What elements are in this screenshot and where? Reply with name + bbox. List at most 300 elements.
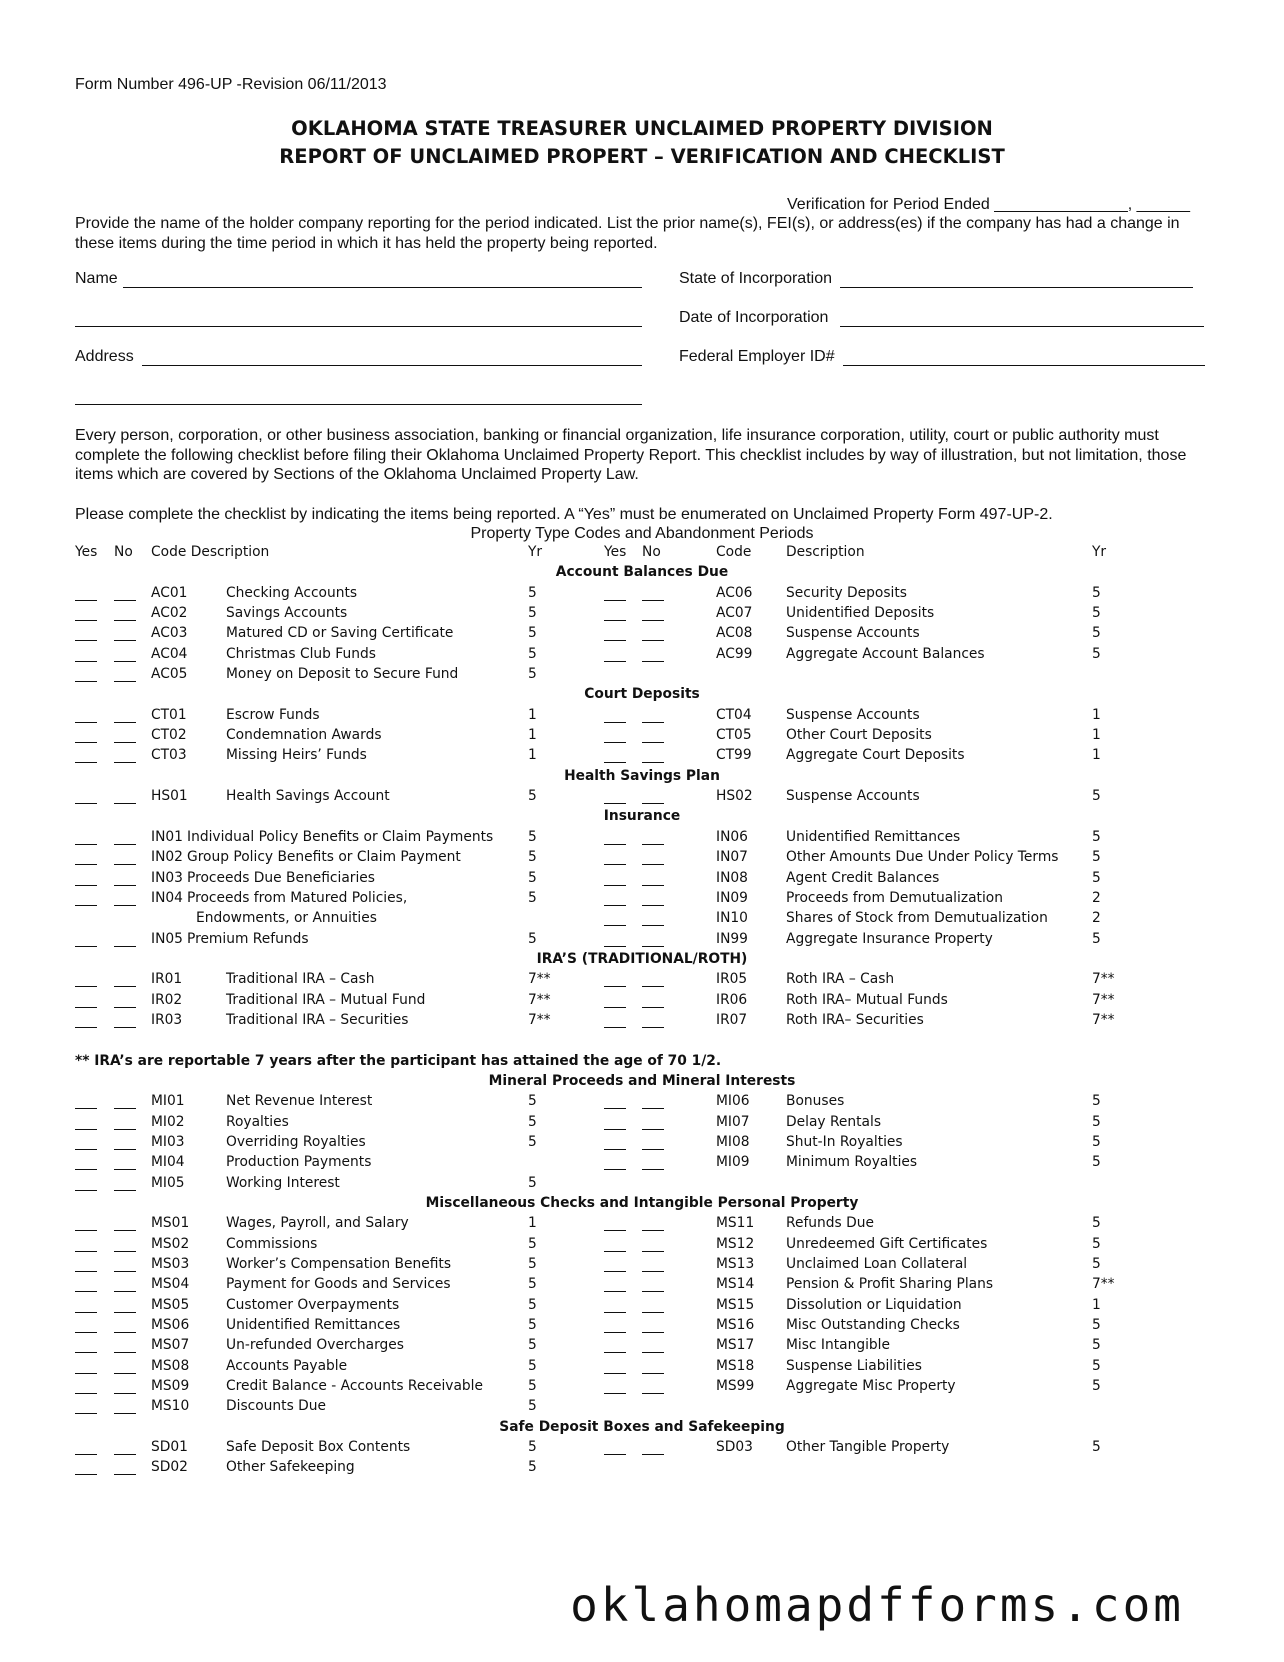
no-blank[interactable] bbox=[114, 864, 136, 865]
yes-blank[interactable] bbox=[75, 1474, 97, 1475]
yes-blank[interactable] bbox=[604, 1271, 626, 1272]
abandonment-years: 5 bbox=[528, 625, 537, 642]
column-yes: Yes bbox=[75, 544, 98, 560]
checklist-row bbox=[0, 1377, 1284, 1397]
property-description: Roth IRA – Cash bbox=[786, 971, 895, 988]
abandonment-years: 1 bbox=[1092, 747, 1101, 764]
yes-blank[interactable] bbox=[75, 681, 97, 682]
abandonment-years: 5 bbox=[528, 1133, 537, 1150]
property-description: Checking Accounts bbox=[226, 584, 358, 601]
property-code: MS03 bbox=[151, 1256, 190, 1273]
no-blank[interactable] bbox=[642, 1169, 664, 1170]
no-blank[interactable] bbox=[114, 1271, 136, 1272]
property-description: Worker’s Compensation Benefits bbox=[226, 1256, 452, 1273]
abandonment-years: 5 bbox=[1092, 1317, 1101, 1334]
no-blank[interactable] bbox=[642, 1007, 664, 1008]
yes-blank[interactable] bbox=[604, 661, 626, 662]
no-blank[interactable] bbox=[642, 1373, 664, 1374]
yes-blank[interactable] bbox=[604, 1230, 626, 1231]
abandonment-years: 5 bbox=[528, 1378, 537, 1395]
yes-blank[interactable] bbox=[604, 1312, 626, 1313]
abandonment-years: 1 bbox=[528, 706, 537, 723]
no-blank[interactable] bbox=[642, 600, 664, 601]
state-incorporation-field[interactable] bbox=[840, 287, 1193, 288]
no-blank[interactable] bbox=[114, 762, 136, 763]
yes-blank[interactable] bbox=[75, 946, 97, 947]
property-code: AC99 bbox=[716, 645, 753, 662]
property-description: Unidentified Deposits bbox=[786, 605, 935, 622]
no-blank[interactable] bbox=[642, 1312, 664, 1313]
address-label: Address bbox=[75, 348, 134, 365]
section-heading-row bbox=[0, 807, 1284, 827]
yes-blank[interactable] bbox=[75, 620, 97, 621]
no-blank[interactable] bbox=[642, 803, 664, 804]
date-incorporation-label: Date of Incorporation bbox=[679, 309, 829, 326]
no-blank[interactable] bbox=[114, 803, 136, 804]
property-description: Customer Overpayments bbox=[226, 1296, 400, 1313]
yes-blank[interactable] bbox=[604, 722, 626, 723]
property-code: MS01 bbox=[151, 1215, 190, 1232]
yes-blank[interactable] bbox=[604, 1027, 626, 1028]
checklist-row bbox=[0, 1458, 1284, 1478]
abandonment-years: 5 bbox=[528, 1235, 537, 1252]
checklist-row bbox=[0, 970, 1284, 990]
property-description: Bonuses bbox=[786, 1093, 845, 1110]
property-code: AC02 bbox=[151, 605, 188, 622]
no-blank[interactable] bbox=[642, 946, 664, 947]
no-blank[interactable] bbox=[114, 1027, 136, 1028]
property-code: MS05 bbox=[151, 1296, 190, 1313]
watermark: oklahomapdfforms.com bbox=[570, 1578, 1184, 1632]
property-description: Aggregate Account Balances bbox=[786, 645, 985, 662]
no-blank[interactable] bbox=[114, 681, 136, 682]
yes-blank[interactable] bbox=[75, 803, 97, 804]
name-field[interactable] bbox=[123, 287, 642, 288]
checklist-row bbox=[0, 1438, 1284, 1458]
abandonment-years: 5 bbox=[528, 869, 537, 886]
fein-label: Federal Employer ID# bbox=[679, 348, 835, 365]
property-code: MS10 bbox=[151, 1398, 190, 1415]
no-blank[interactable] bbox=[114, 1190, 136, 1191]
yes-blank[interactable] bbox=[604, 803, 626, 804]
checklist-row bbox=[0, 1316, 1284, 1336]
property-code: HS01 bbox=[151, 788, 188, 805]
yes-blank[interactable] bbox=[75, 722, 97, 723]
yes-blank[interactable] bbox=[75, 1129, 97, 1130]
abandonment-years: 5 bbox=[528, 1317, 537, 1334]
abandonment-years: 5 bbox=[1092, 1154, 1101, 1171]
property-code: MI05 bbox=[151, 1174, 185, 1191]
no-blank[interactable] bbox=[114, 1393, 136, 1394]
spacer-row bbox=[0, 1031, 1284, 1051]
no-blank[interactable] bbox=[642, 1271, 664, 1272]
no-blank[interactable] bbox=[114, 1007, 136, 1008]
yes-blank[interactable] bbox=[604, 600, 626, 601]
abandonment-years: 7** bbox=[528, 991, 551, 1008]
checklist-row bbox=[0, 848, 1284, 868]
yes-blank[interactable] bbox=[604, 762, 626, 763]
property-code: MI03 bbox=[151, 1133, 185, 1150]
property-code: IN02 bbox=[151, 849, 183, 866]
no-blank[interactable] bbox=[114, 1169, 136, 1170]
property-description: Unclaimed Loan Collateral bbox=[786, 1256, 968, 1273]
no-blank[interactable] bbox=[642, 762, 664, 763]
abandonment-years: 5 bbox=[1092, 1378, 1101, 1395]
yes-blank[interactable] bbox=[604, 1108, 626, 1109]
property-description: Traditional IRA – Securities bbox=[226, 1011, 409, 1028]
checklist-row bbox=[0, 1336, 1284, 1356]
yes-blank[interactable] bbox=[75, 1454, 97, 1455]
property-code: MS11 bbox=[716, 1215, 755, 1232]
section-heading: Account Balances Due bbox=[555, 564, 729, 581]
no-blank[interactable] bbox=[114, 885, 136, 886]
property-description: Working Interest bbox=[226, 1174, 340, 1191]
property-description: Matured CD or Saving Certificate bbox=[226, 625, 454, 642]
no-blank[interactable] bbox=[642, 1332, 664, 1333]
property-code: MI08 bbox=[716, 1133, 750, 1150]
form-title-line2: REPORT OF UNCLAIMED PROPERT – VERIFICATION AND CHECKLIST bbox=[279, 145, 1005, 168]
yes-blank[interactable] bbox=[75, 905, 97, 906]
abandonment-years: 5 bbox=[528, 1357, 537, 1374]
abandonment-years: 1 bbox=[528, 727, 537, 744]
property-description: Suspense Accounts bbox=[786, 706, 920, 723]
abandonment-years: 5 bbox=[528, 849, 537, 866]
yes-blank[interactable] bbox=[604, 1373, 626, 1374]
abandonment-years: 7** bbox=[1092, 1276, 1115, 1293]
abandonment-years: 5 bbox=[1092, 1337, 1101, 1354]
abandonment-years: 5 bbox=[528, 889, 537, 906]
yes-blank[interactable] bbox=[604, 1251, 626, 1252]
property-description: Condemnation Awards bbox=[226, 727, 382, 744]
property-checklist bbox=[0, 543, 1284, 1479]
section-heading-row bbox=[0, 767, 1284, 787]
no-blank[interactable] bbox=[114, 640, 136, 641]
yes-blank[interactable] bbox=[75, 1190, 97, 1191]
form-title-line1: OKLAHOMA STATE TREASURER UNCLAIMED PROPERTY DIVISION bbox=[291, 117, 993, 140]
no-blank[interactable] bbox=[114, 986, 136, 987]
no-blank[interactable] bbox=[642, 864, 664, 865]
no-blank[interactable] bbox=[114, 946, 136, 947]
yes-blank[interactable] bbox=[604, 905, 626, 906]
yes-blank[interactable] bbox=[604, 640, 626, 641]
no-blank[interactable] bbox=[114, 1474, 136, 1475]
property-description: Net Revenue Interest bbox=[226, 1093, 373, 1110]
yes-blank[interactable] bbox=[604, 620, 626, 621]
yes-blank[interactable] bbox=[75, 1169, 97, 1170]
property-description: Refunds Due bbox=[786, 1215, 874, 1232]
property-description: Premium Refunds bbox=[187, 930, 309, 947]
no-blank[interactable] bbox=[114, 1108, 136, 1109]
property-description: Roth IRA– Securities bbox=[786, 1011, 924, 1028]
property-code: CT05 bbox=[716, 727, 752, 744]
property-description: Accounts Payable bbox=[226, 1357, 348, 1374]
yes-blank[interactable] bbox=[75, 864, 97, 865]
yes-blank[interactable] bbox=[75, 885, 97, 886]
yes-blank[interactable] bbox=[75, 661, 97, 662]
property-description: Suspense Liabilities bbox=[786, 1357, 922, 1374]
checklist-row bbox=[0, 665, 1284, 685]
no-blank[interactable] bbox=[642, 925, 664, 926]
yes-blank[interactable] bbox=[75, 1027, 97, 1028]
property-description: Minimum Royalties bbox=[786, 1154, 918, 1171]
column-yr-right: Yr bbox=[1092, 544, 1107, 560]
abandonment-years: 5 bbox=[1092, 828, 1101, 845]
no-blank[interactable] bbox=[114, 1332, 136, 1333]
checklist-row bbox=[0, 726, 1284, 746]
property-description: Unidentified Remittances bbox=[226, 1317, 401, 1334]
property-code: IR05 bbox=[716, 971, 748, 988]
no-blank[interactable] bbox=[114, 1373, 136, 1374]
property-type-heading: Property Type Codes and Abandonment Periods bbox=[470, 525, 814, 542]
no-blank[interactable] bbox=[642, 1352, 664, 1353]
no-blank[interactable] bbox=[642, 905, 664, 906]
yes-blank[interactable] bbox=[604, 1007, 626, 1008]
abandonment-years: 1 bbox=[528, 1215, 537, 1232]
checklist-row bbox=[0, 1214, 1284, 1234]
property-code: MS14 bbox=[716, 1276, 755, 1293]
yes-blank[interactable] bbox=[75, 1393, 97, 1394]
yes-blank[interactable] bbox=[604, 1352, 626, 1353]
checklist-row bbox=[0, 909, 1284, 929]
property-code: AC07 bbox=[716, 605, 753, 622]
checklist-row bbox=[0, 1011, 1284, 1031]
yes-blank[interactable] bbox=[75, 1332, 97, 1333]
no-blank[interactable] bbox=[114, 1230, 136, 1231]
no-blank[interactable] bbox=[642, 1230, 664, 1231]
yes-blank[interactable] bbox=[604, 1332, 626, 1333]
property-code: IR07 bbox=[716, 1011, 748, 1028]
property-description: Other Amounts Due Under Policy Terms bbox=[786, 849, 1059, 866]
no-blank[interactable] bbox=[114, 1149, 136, 1150]
yes-blank[interactable] bbox=[604, 1129, 626, 1130]
property-description: Missing Heirs’ Funds bbox=[226, 747, 367, 764]
section-heading-row bbox=[0, 685, 1284, 705]
name-field-line2[interactable] bbox=[75, 326, 642, 327]
checklist-row bbox=[0, 828, 1284, 848]
yes-blank[interactable] bbox=[75, 1007, 97, 1008]
address-field[interactable] bbox=[142, 365, 642, 366]
yes-blank[interactable] bbox=[75, 1291, 97, 1292]
yes-blank[interactable] bbox=[75, 1352, 97, 1353]
no-blank[interactable] bbox=[114, 1312, 136, 1313]
yes-blank[interactable] bbox=[75, 742, 97, 743]
no-blank[interactable] bbox=[114, 620, 136, 621]
abandonment-years: 5 bbox=[1092, 584, 1101, 601]
no-blank[interactable] bbox=[642, 1027, 664, 1028]
yes-blank[interactable] bbox=[75, 986, 97, 987]
abandonment-years: 5 bbox=[1092, 1093, 1101, 1110]
abandonment-years: 7** bbox=[1092, 1011, 1115, 1028]
property-code: MS15 bbox=[716, 1296, 755, 1313]
ira-footnote: ** IRA’s are reportable 7 years after the participant has attained the age of 70 1/2. bbox=[75, 1052, 722, 1069]
yes-blank[interactable] bbox=[604, 1169, 626, 1170]
yes-blank[interactable] bbox=[75, 1373, 97, 1374]
yes-blank[interactable] bbox=[604, 844, 626, 845]
abandonment-years: 7** bbox=[1092, 991, 1115, 1008]
no-blank[interactable] bbox=[642, 844, 664, 845]
statement-paragraph: Every person, corporation, or other business association, banking or financial organization, life insurance corporation, utility, court or public authority must complete the following checklist before filing their Oklahoma Unclaimed Property Report. This checklist includes by way of illustration, but not limitation, those items which are covered by Sections of the Oklahoma Unclaimed Property Law. bbox=[75, 427, 1187, 483]
property-code: IR06 bbox=[716, 991, 748, 1008]
property-code: CT02 bbox=[151, 727, 187, 744]
property-description: Suspense Accounts bbox=[786, 625, 920, 642]
no-blank[interactable] bbox=[114, 905, 136, 906]
property-code: CT04 bbox=[716, 706, 752, 723]
property-description: Unredeemed Gift Certificates bbox=[786, 1235, 988, 1252]
no-blank[interactable] bbox=[114, 1291, 136, 1292]
no-blank[interactable] bbox=[114, 722, 136, 723]
no-blank[interactable] bbox=[642, 986, 664, 987]
property-code: MS18 bbox=[716, 1357, 755, 1374]
no-blank[interactable] bbox=[114, 1454, 136, 1455]
yes-blank[interactable] bbox=[604, 1291, 626, 1292]
name-label: Name bbox=[75, 270, 118, 287]
column-code-right: Code bbox=[716, 544, 752, 560]
no-blank[interactable] bbox=[642, 722, 664, 723]
yes-blank[interactable] bbox=[75, 762, 97, 763]
yes-blank[interactable] bbox=[604, 925, 626, 926]
checklist-row bbox=[0, 624, 1284, 644]
property-description: Dissolution or Liquidation bbox=[786, 1296, 962, 1313]
property-code: SD01 bbox=[151, 1439, 188, 1456]
no-blank[interactable] bbox=[642, 1129, 664, 1130]
property-code: SD02 bbox=[151, 1459, 188, 1476]
property-description: Agent Credit Balances bbox=[786, 869, 940, 886]
no-blank[interactable] bbox=[114, 742, 136, 743]
no-blank[interactable] bbox=[642, 742, 664, 743]
yes-blank[interactable] bbox=[604, 742, 626, 743]
property-code: CT99 bbox=[716, 747, 752, 764]
no-blank[interactable] bbox=[642, 1291, 664, 1292]
abandonment-years: 7** bbox=[1092, 971, 1115, 988]
no-blank[interactable] bbox=[114, 661, 136, 662]
property-description: Other Court Deposits bbox=[786, 727, 932, 744]
yes-blank[interactable] bbox=[75, 1413, 97, 1414]
yes-blank[interactable] bbox=[75, 1149, 97, 1150]
yes-blank[interactable] bbox=[75, 640, 97, 641]
property-description: Other Safekeeping bbox=[226, 1459, 355, 1476]
abandonment-years: 5 bbox=[528, 828, 537, 845]
no-blank[interactable] bbox=[642, 1251, 664, 1252]
yes-blank[interactable] bbox=[75, 600, 97, 601]
property-description: Credit Balance - Accounts Receivable bbox=[226, 1378, 483, 1395]
footnote-row bbox=[0, 1052, 1284, 1072]
property-description: Proceeds Due Beneficiaries bbox=[187, 869, 375, 886]
yes-blank[interactable] bbox=[604, 1393, 626, 1394]
yes-blank[interactable] bbox=[75, 1312, 97, 1313]
yes-blank[interactable] bbox=[75, 1251, 97, 1252]
column-no-right: No bbox=[642, 544, 661, 560]
checklist-row bbox=[0, 584, 1284, 604]
property-description: Proceeds from Matured Policies, bbox=[187, 889, 408, 906]
property-description: Commissions bbox=[226, 1235, 318, 1252]
property-code: MS04 bbox=[151, 1276, 190, 1293]
section-heading-row bbox=[0, 950, 1284, 970]
yes-blank[interactable] bbox=[604, 946, 626, 947]
column-code-description: Code Description bbox=[151, 544, 270, 560]
property-code: IN03 bbox=[151, 869, 183, 886]
yes-blank[interactable] bbox=[75, 844, 97, 845]
checklist-row bbox=[0, 604, 1284, 624]
abandonment-years: 5 bbox=[528, 1276, 537, 1293]
yes-blank[interactable] bbox=[75, 1108, 97, 1109]
property-code: IR02 bbox=[151, 991, 183, 1008]
abandonment-years: 5 bbox=[528, 788, 537, 805]
abandonment-years: 5 bbox=[528, 1398, 537, 1415]
property-code: AC06 bbox=[716, 584, 753, 601]
yes-blank[interactable] bbox=[604, 1149, 626, 1150]
yes-blank[interactable] bbox=[75, 1271, 97, 1272]
abandonment-years: 5 bbox=[528, 645, 537, 662]
no-blank[interactable] bbox=[642, 661, 664, 662]
no-blank[interactable] bbox=[642, 1454, 664, 1455]
no-blank[interactable] bbox=[114, 1413, 136, 1414]
abandonment-years: 5 bbox=[1092, 1215, 1101, 1232]
property-description: Shares of Stock from Demutualization bbox=[786, 910, 1048, 927]
abandonment-years: 5 bbox=[1092, 1439, 1101, 1456]
yes-blank[interactable] bbox=[604, 1454, 626, 1455]
no-blank[interactable] bbox=[642, 640, 664, 641]
property-code: AC08 bbox=[716, 625, 753, 642]
property-description: Wages, Payroll, and Salary bbox=[226, 1215, 409, 1232]
property-code: IN09 bbox=[716, 889, 748, 906]
no-blank[interactable] bbox=[114, 1129, 136, 1130]
abandonment-years: 2 bbox=[1092, 889, 1101, 906]
no-blank[interactable] bbox=[642, 1149, 664, 1150]
yes-blank[interactable] bbox=[604, 864, 626, 865]
property-code: MS02 bbox=[151, 1235, 190, 1252]
no-blank[interactable] bbox=[642, 620, 664, 621]
date-incorporation-field[interactable] bbox=[840, 326, 1204, 327]
abandonment-years: 5 bbox=[1092, 1256, 1101, 1273]
abandonment-years: 7** bbox=[528, 1011, 551, 1028]
checklist-row bbox=[0, 930, 1284, 950]
abandonment-years: 1 bbox=[1092, 706, 1101, 723]
property-description: Unidentified Remittances bbox=[786, 828, 961, 845]
section-heading: Health Savings Plan bbox=[564, 767, 720, 784]
abandonment-years: 5 bbox=[1092, 1357, 1101, 1374]
yes-blank[interactable] bbox=[75, 1230, 97, 1231]
property-code: MS12 bbox=[716, 1235, 755, 1252]
property-description: Royalties bbox=[226, 1113, 289, 1130]
no-blank[interactable] bbox=[114, 844, 136, 845]
no-blank[interactable] bbox=[114, 1251, 136, 1252]
property-description: Endowments, or Annuities bbox=[196, 910, 377, 927]
fein-field[interactable] bbox=[843, 365, 1205, 366]
checklist-row bbox=[0, 869, 1284, 889]
no-blank[interactable] bbox=[114, 600, 136, 601]
property-code: AC05 bbox=[151, 666, 188, 683]
abandonment-years: 5 bbox=[528, 1459, 537, 1476]
abandonment-years: 5 bbox=[1092, 1133, 1101, 1150]
address-field-line2[interactable] bbox=[75, 404, 642, 405]
property-description: Payment for Goods and Services bbox=[226, 1276, 451, 1293]
yes-blank[interactable] bbox=[604, 885, 626, 886]
no-blank[interactable] bbox=[642, 885, 664, 886]
no-blank[interactable] bbox=[114, 1352, 136, 1353]
yes-blank[interactable] bbox=[604, 986, 626, 987]
property-code: MI06 bbox=[716, 1093, 750, 1110]
property-code: MI09 bbox=[716, 1154, 750, 1171]
property-description: Misc Intangible bbox=[786, 1337, 890, 1354]
intro-paragraph: Provide the name of the holder company reporting for the period indicated. List the prior name(s), FEI(s), or address(es) if the company has had a change in these items during the time period in which it has held the property being reported. bbox=[75, 215, 1180, 252]
abandonment-years: 5 bbox=[528, 1296, 537, 1313]
no-blank[interactable] bbox=[642, 1108, 664, 1109]
checklist-row bbox=[0, 1092, 1284, 1112]
no-blank[interactable] bbox=[642, 1393, 664, 1394]
property-code: MS13 bbox=[716, 1256, 755, 1273]
property-code: AC04 bbox=[151, 645, 188, 662]
property-description: Roth IRA– Mutual Funds bbox=[786, 991, 948, 1008]
